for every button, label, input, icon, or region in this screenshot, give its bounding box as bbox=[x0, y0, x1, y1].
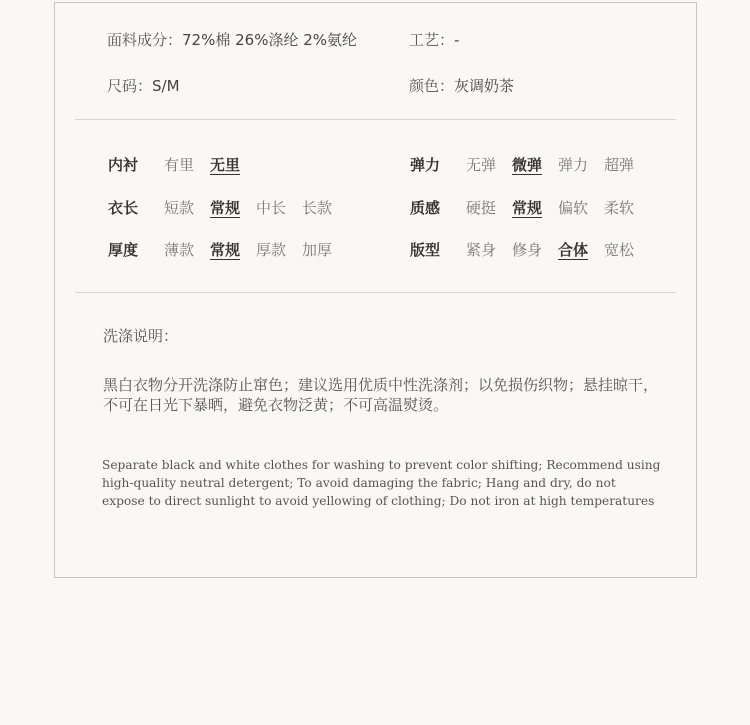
attr-fit-option: 合体 bbox=[558, 241, 589, 259]
attr-length-option: 长款 bbox=[302, 199, 333, 217]
washing-english-text: Separate black and white clothes for washing to prevent color shifting; Recommend using high-quality neutral detergent; To avoid damaging the fabric; Hang and dry, do not expose to direct sunlight to avoid yellowing of clothing; Do not iron at high temperatures bbox=[102, 458, 661, 508]
spec-color-label: 颜色： bbox=[409, 77, 455, 95]
attr-thickness-option: 常规 bbox=[210, 241, 241, 259]
spec-color-value: 灰调奶茶 bbox=[454, 77, 515, 95]
attr-stretch-name: 弹力 bbox=[410, 156, 441, 174]
attr-fit-option: 宽松 bbox=[604, 241, 635, 259]
attr-thickness-option: 厚款 bbox=[256, 241, 287, 259]
attr-length-option: 中长 bbox=[256, 199, 287, 217]
spec-fabric-value: 72%棉 26%涤纶 2%氨纶 bbox=[182, 31, 358, 49]
attr-thickness-option: 薄款 bbox=[164, 241, 195, 259]
spec-size bbox=[107, 75, 180, 96]
washing-chinese-text: 黑白衣物分开洗涤防止窜色；建议选用优质中性洗涤剂；以免损伤织物；悬挂晾干，不可在日光下暴晒，避免衣物泛黄；不可高温熨烫。 bbox=[103, 376, 659, 414]
spec-fabric bbox=[107, 29, 357, 50]
attr-texture-option: 柔软 bbox=[604, 199, 635, 217]
attr-fit bbox=[410, 239, 650, 260]
attr-stretch-option: 弹力 bbox=[558, 156, 589, 174]
attr-length-option: 短款 bbox=[164, 199, 195, 217]
spec-size-value: S/M bbox=[152, 77, 180, 95]
attr-length bbox=[108, 197, 348, 218]
spec-craft-label: 工艺： bbox=[409, 31, 455, 49]
product-details-card bbox=[54, 2, 697, 578]
attr-texture bbox=[410, 197, 650, 218]
spec-craft-value: - bbox=[454, 31, 460, 49]
spec-fabric-label: 面料成分： bbox=[107, 31, 183, 49]
washing-title: 洗涤说明： bbox=[103, 327, 179, 345]
attr-lining-option: 有里 bbox=[164, 156, 195, 174]
attr-fit-option: 紧身 bbox=[466, 241, 497, 259]
spec-craft bbox=[409, 29, 459, 50]
attr-length-option: 常规 bbox=[210, 199, 241, 217]
attr-texture-option: 偏软 bbox=[558, 199, 589, 217]
attr-lining-name: 内衬 bbox=[108, 156, 139, 174]
attr-stretch-option: 无弹 bbox=[466, 156, 497, 174]
attr-fit-name: 版型 bbox=[410, 241, 441, 259]
attr-stretch bbox=[410, 154, 650, 175]
attr-texture-name: 质感 bbox=[410, 199, 441, 217]
attr-thickness bbox=[108, 239, 348, 260]
divider-bottom bbox=[75, 292, 676, 293]
spec-size-label: 尺码： bbox=[107, 77, 153, 95]
attr-texture-option: 常规 bbox=[512, 199, 543, 217]
attr-thickness-name: 厚度 bbox=[108, 241, 139, 259]
attr-lining-option: 无里 bbox=[210, 156, 241, 174]
divider-top bbox=[75, 119, 676, 120]
spec-color bbox=[409, 75, 514, 96]
attr-thickness-option: 加厚 bbox=[302, 241, 333, 259]
attr-length-name: 衣长 bbox=[108, 199, 139, 217]
attr-lining bbox=[108, 154, 256, 175]
attr-stretch-option: 微弹 bbox=[512, 156, 543, 174]
attr-fit-option: 修身 bbox=[512, 241, 543, 259]
attr-texture-option: 硬挺 bbox=[466, 199, 497, 217]
attr-stretch-option: 超弹 bbox=[604, 156, 635, 174]
